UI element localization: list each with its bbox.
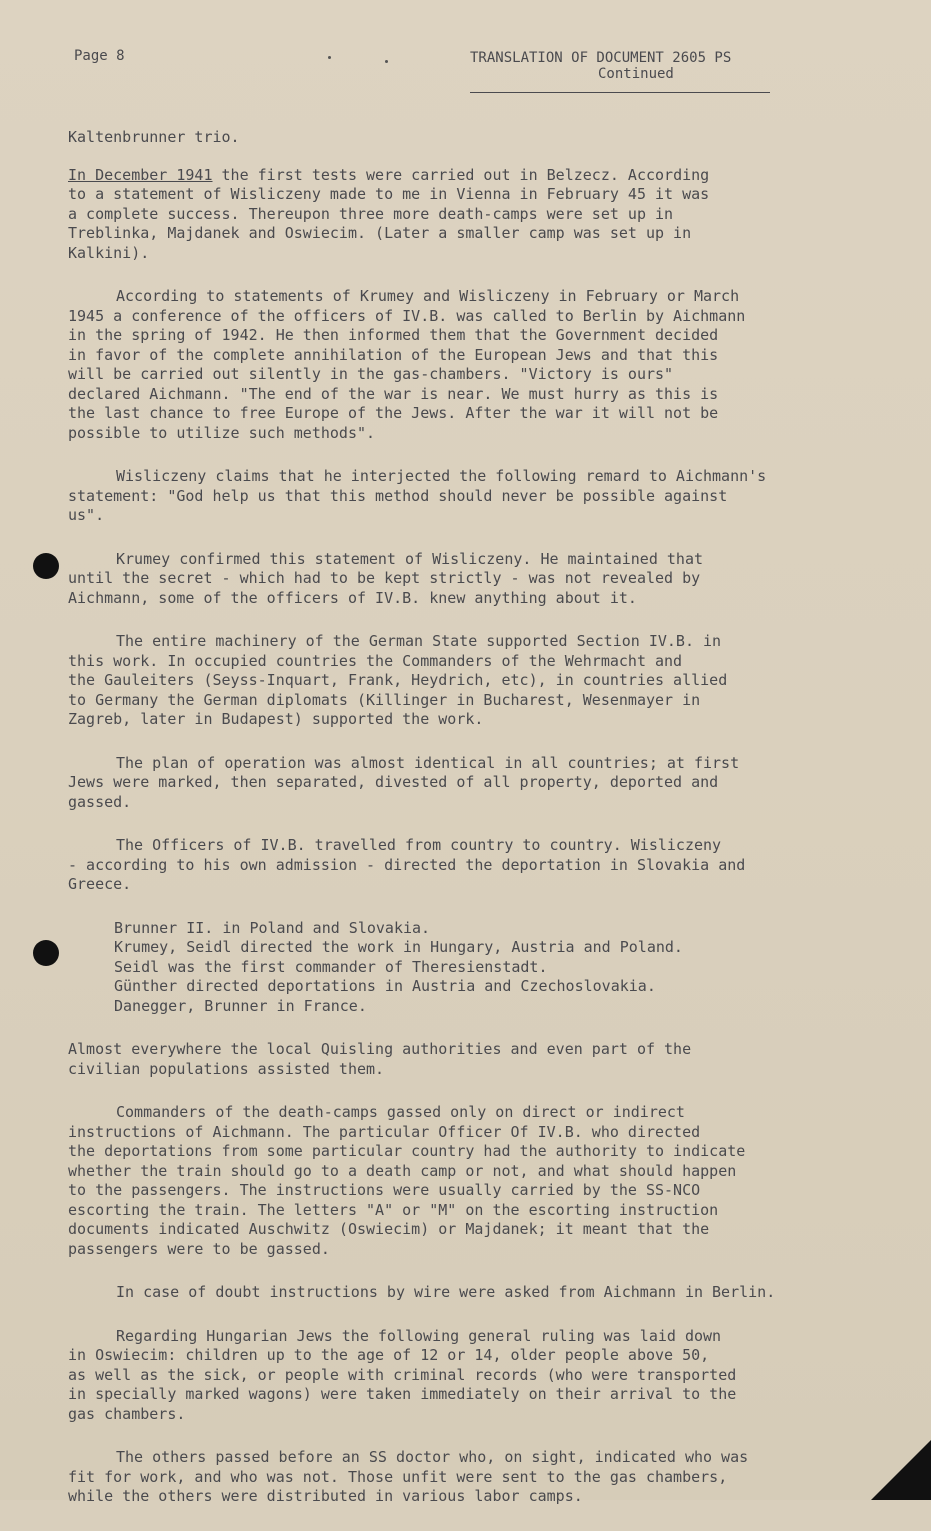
paragraph-7: The Officers of IV.B. travelled from country to country. Wisliczeny - according to his own admission - directed the deportation in Slovakia and Greece. <box>68 836 746 893</box>
paragraph-12: The others passed before an SS doctor who, on sight, indicated who was fit for work, and who was not. Those unfit were sent to the gas chambers, while the others were distributed in various labor camps. <box>68 1448 749 1505</box>
punch-hole-icon <box>33 940 59 966</box>
header-rule <box>470 92 770 93</box>
paragraph-11: Regarding Hungarian Jews the following general ruling was laid down in Oswiecim: children up to the age of 12 or 14, older people above 50, as well as the sick, or people with criminal records (who were transported in specially marked wagons) were taken immediately on their arrival to the gas chambers. <box>68 1326 737 1423</box>
paragraph-10: In case of doubt instructions by wire were asked from Aichmann in Berlin. <box>116 1283 776 1301</box>
page-corner <box>871 1440 931 1500</box>
paragraph-2: According to statements of Krumey and Wisliczeny in February or March 1945 a conference of the officers of IV.B. was called to Berlin by Aichmann in the spring of 1942. He then informed them that the Government decided in favor of the complete annihilation of the European Jews and that this will be carried out silently in the gas-chambers. "Victory is ours" declared Aichmann. "The end of the war is near. We must hurry as this is the last chance to free Europe of the Jews. After the war it will not be possible to utilize such methods". <box>68 287 746 442</box>
speck <box>385 60 388 63</box>
paragraph-5: The entire machinery of the German State supported Section IV.B. in this work. In occupied countries the Commanders of the Wehrmacht and the Gauleiters (Seyss-Inquart, Frank, Heydrich, etc), in countries allied to Germany the German diplomats (Killinger in Bucharest, Wesenmayer in Zagreb, later in Budapest) supported the work. <box>68 632 728 728</box>
continued-label: Continued <box>598 66 674 82</box>
officers-list: Brunner II. in Poland and Slovakia. Krumey, Seidl directed the work in Hungary, Austria and Poland. Seidl was the first commander of Theresienstadt. Günther directed deportations in Austria and Czechoslovakia. Danegger, Brunner in France. <box>114 918 683 1015</box>
punch-hole-icon <box>33 553 59 579</box>
paragraph-6: The plan of operation was almost identical in all countries; at first Jews were marked, then separated, divested of all property, deported and gassed. <box>68 753 740 811</box>
paragraph-9: Commanders of the death-camps gassed only on direct or indirect instructions of Aichmann. The particular Officer Of IV.B. who directed the deportations from some particular country had the authority to indicate whether the train should go to a death camp or not, and what should happen to the passengers. The instructions were usually carried by the SS-NCO escorting the train. The letters "A" or "M" on the escorting instruction documents indicated Auschwitz (Oswiecim) or Majdanek; it meant that the passengers were to be gassed. <box>68 1103 746 1258</box>
paragraph-1-rest: the first tests were carried out in Belzecz. According to a statement of Wisliczeny made to me in Vienna in February 45 it was a complete success. Thereupon three more death-camps were set up in Treblinka, Majdanek and Oswiecim. (Later a smaller camp was set up in Kalkini). <box>68 165 710 262</box>
paragraph-1 <box>68 166 818 264</box>
document-body <box>68 128 818 1531</box>
paragraph-8: Almost everywhere the local Quisling authorities and even part of the civilian populations assisted them. <box>68 1040 692 1078</box>
document-title: TRANSLATION OF DOCUMENT 2605 PS <box>470 50 732 66</box>
paragraph-3: Wisliczeny claims that he interjected the following remard to Aichmann's statement: "God help us that this method should never be possible against us". <box>68 467 767 524</box>
speck <box>328 56 331 59</box>
section-heading: Kaltenbrunner trio. <box>68 128 240 146</box>
paragraph-4: Krumey confirmed this statement of Wisliczeny. He maintained that until the secret - which had to be kept strictly - was not revealed by Aichmann, some of the officers of IV.B. knew anything about it. <box>68 549 703 607</box>
paragraph-1-lead: In December 1941 <box>68 165 213 184</box>
document-header <box>470 50 770 82</box>
page-number: Page 8 <box>74 48 125 64</box>
